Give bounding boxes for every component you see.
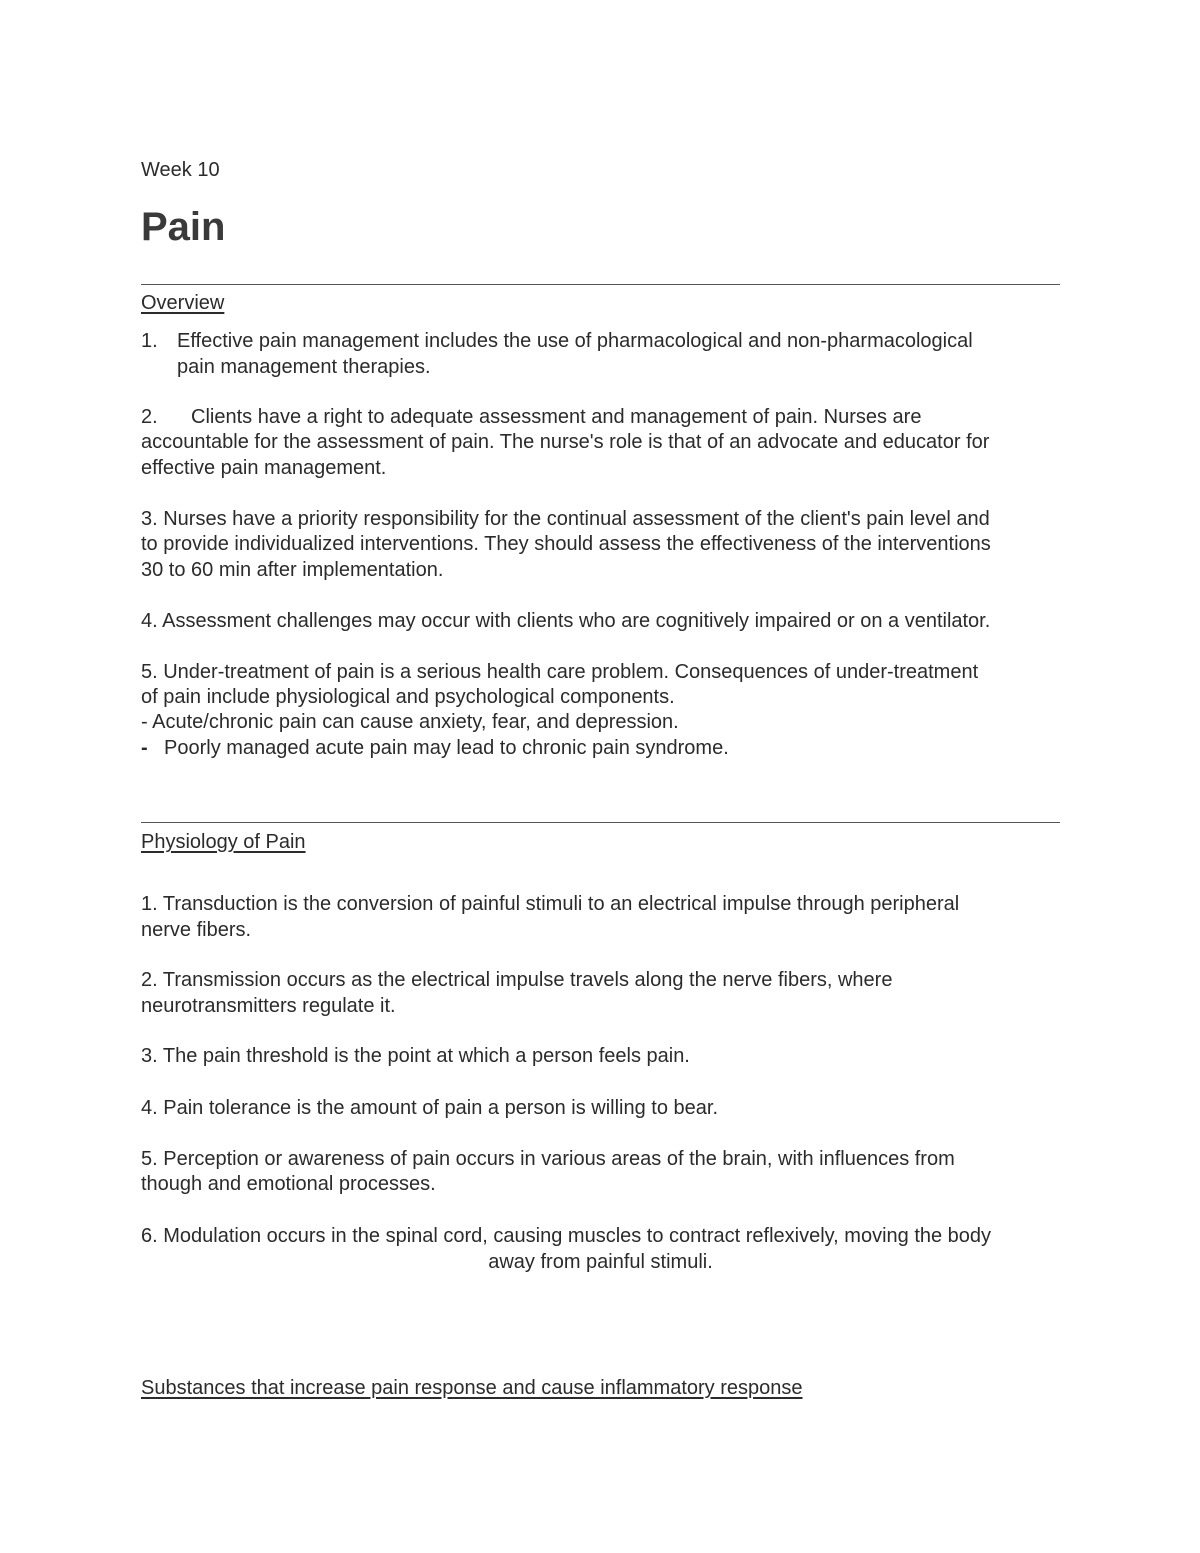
paragraph-line: neurotransmitters regulate it.: [141, 995, 396, 1017]
divider: [141, 822, 1060, 823]
bullet-line: - Acute/chronic pain can cause anxiety, fear, and depression.: [141, 711, 679, 733]
divider: [141, 284, 1060, 285]
paragraph-line: 4. Assessment challenges may occur with clients who are cognitively impaired or on a ventilator.: [141, 610, 991, 632]
paragraph-line: effective pain management.: [141, 457, 387, 479]
paragraph-line: 2. Transmission occurs as the electrical impulse travels along the nerve fibers, where: [141, 969, 893, 991]
paragraph-line: 5. Perception or awareness of pain occurs in various areas of the brain, with influences from: [141, 1148, 955, 1170]
section-heading-substances: Substances that increase pain response and cause inflammatory response: [141, 1377, 803, 1399]
paragraph-line: though and emotional processes.: [141, 1173, 436, 1195]
page-title: Pain: [141, 205, 226, 249]
bullet-line: Poorly managed acute pain may lead to chronic pain syndrome.: [164, 737, 729, 759]
paragraph-line: Effective pain management includes the use of pharmacological and non-pharmacological: [177, 330, 973, 352]
section-heading-overview: Overview: [141, 292, 225, 314]
paragraph-line: pain management therapies.: [177, 356, 431, 378]
paragraph-line: 6. Modulation occurs in the spinal cord, causing muscles to contract reflexively, moving the body: [141, 1225, 992, 1247]
paragraph-line: 3. The pain threshold is the point at which a person feels pain.: [141, 1045, 690, 1067]
paragraph-line: 30 to 60 min after implementation.: [141, 559, 444, 581]
paragraph-line: of pain include physiological and psychological components.: [141, 686, 675, 708]
week-label: Week 10: [141, 159, 220, 181]
paragraph-line: 5. Under-treatment of pain is a serious health care problem. Consequences of under-treatment: [141, 661, 979, 683]
paragraph-line: 2. Clients have a right to adequate assessment and management of pain. Nurses are: [141, 406, 922, 428]
bullet-marker: -: [141, 737, 148, 759]
section-heading-physiology: Physiology of Pain: [141, 831, 306, 853]
paragraph-line: 1. Transduction is the conversion of painful stimuli to an electrical impulse through peripheral: [141, 893, 960, 915]
paragraph-line: 4. Pain tolerance is the amount of pain a person is willing to bear.: [141, 1097, 719, 1119]
list-number: 1.: [141, 330, 158, 352]
paragraph-line: accountable for the assessment of pain. The nurse's role is that of an advocate and educator for: [141, 431, 990, 453]
paragraph-line: nerve fibers.: [141, 919, 252, 941]
paragraph-line: to provide individualized interventions. They should assess the effectiveness of the interventions: [141, 533, 991, 555]
paragraph-line: away from painful stimuli.: [488, 1251, 713, 1273]
paragraph-line: 3. Nurses have a priority responsibility for the continual assessment of the client's pain level and: [141, 508, 990, 530]
